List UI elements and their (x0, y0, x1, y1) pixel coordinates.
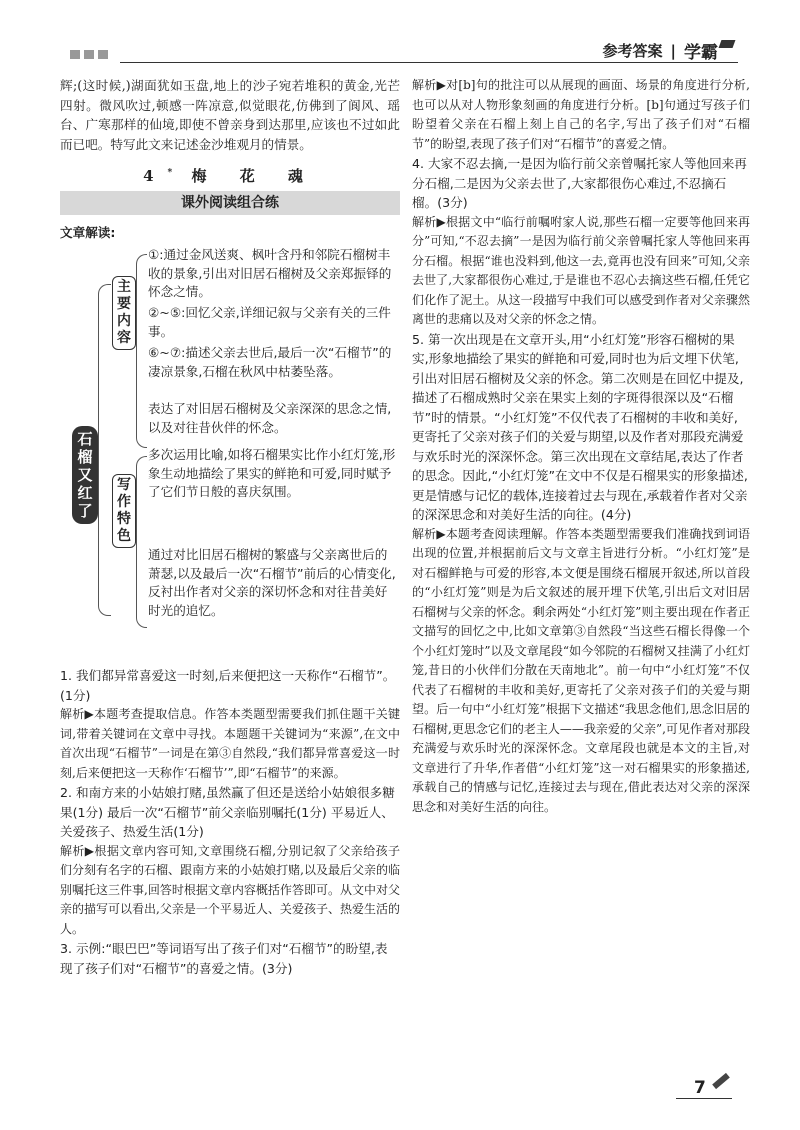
explanation-2: 解析▶根据文章内容可知,文章围绕石榴,分别记叙了父亲给孩子们分刻有名字的石榴、跟南方来的小姑娘打赌,以及最后父亲的临别嘱托这三件事,回答时根据文章内容概括作答即可。从文中对父亲的描写可以看出,父亲是一个平易近人、关爱孩子、热爱生活的人。 (60, 843, 400, 936)
branch-writing-features: 写作特色 (112, 474, 136, 548)
branch-main-content: 主要内容 (112, 276, 136, 350)
mind-leaf-3: ⑥~⑦:描述父亲去世后,最后一次“石榴节”的凄凉景象,石榴在秋风中枯萎坠落。 (148, 345, 392, 379)
header-divider: | (670, 41, 676, 60)
explanation-1: 解析▶本题考查提取信息。作答本类题型需要我们抓住题干关键词,带着关键词在文章中寻找。本题题干关键词为“来源”,在文中首次出现“石榴节”一词是在第③自然段,“我们都异常喜爱这一时刻,后来便把这一天称作‘石榴节’”,即“石榴节”的来源。 (60, 707, 400, 780)
section-title: 梅 花 魂 (191, 167, 317, 185)
answer-5: 5. 第一次出现是在文章开头,用“小红灯笼”形容石榴树的果实,形象地描绘了果实的鲜艳和可爱,同时也为后文埋下伏笔,引出对旧居石榴树及父亲的怀念。第二次则是在回忆中提及,描述了石榴成熟时父亲在果实上刻的字斑得很深以及“石榴节”时的情景。“小红灯笼”不仅代表了石榴树的丰收和美好,更寄托了父亲对孩子们的关爱与期望,以及作者对那段充满爱与欢乐时光的深深怀念。第三次出现在文章结尾,表达了作者的思念。因此,“小红灯笼”在文中不仅是石榴果实的形象描述,更是情感与记忆的载体,连接着过去与现在,承载着作者对父亲的深深思念和对美好生活的向往。(4分) (412, 331, 748, 522)
answer-4: 4. 大家不忍去摘,一是因为临行前父亲曾嘱托家人等他回来再分石榴,二是因为父亲去世了,大家都很伤心难过,不忍摘石榴。(3分) (412, 156, 747, 210)
page-number: 7 (694, 1078, 706, 1098)
mind-leaf-1: ①:通过金风送爽、枫叶含丹和邻院石榴树丰收的景象,引出对旧居石榴树及父亲郑振铎的怀念之情。 (148, 247, 392, 299)
header-title-group (603, 38, 735, 63)
mind-leaf-6: 通过对比旧居石榴树的繁盛与父亲离世后的萧瑟,以及最后一次“石榴节”前后的心情变化,反衬出作者对父亲的深切怀念和对往昔美好时光的追忆。 (148, 547, 396, 618)
branch1-brace (136, 254, 147, 448)
root-brace (98, 284, 111, 616)
mind-leaf-5: 多次运用比喻,如将石榴果实比作小红灯笼,形象生动地描绘了果实的鲜艳和可爱,同时赋予了它们节日般的喜庆氛围。 (148, 447, 396, 499)
answer-3: 3. 示例:“眼巴巴”等词语写出了孩子们对“石榴节”的盼望,表现了孩子们对“石榴节”的喜爱之情。(3分) (60, 941, 388, 976)
mind-map (60, 246, 400, 666)
left-column (60, 76, 400, 978)
section-banner: 课外阅读组合练 (60, 191, 400, 215)
explanation-3: 解析▶对[b]句的批注可以从展现的画面、场景的角度进行分析,也可以从对人物形象刻画的角度进行分析。[b]句通过写孩子们盼望着父亲在石榴上刻上自己的名字,写出了孩子们对“石榴节”的盼望,表现了孩子们对“石榴节”的喜爱之情。 (412, 78, 750, 151)
branch2-brace (136, 456, 147, 628)
graduation-cap-icon (719, 40, 736, 48)
mind-map-root: 石榴又红了 (72, 426, 98, 524)
explanation-4: 解析▶根据文中“临行前嘱咐家人说,那些石榴一定要等他回来再分”可知,“不忍去摘”一是因为临行前父亲曾嘱托家人等他回来再分石榴。根据“谁也没料到,他这一去,竟再也没有回来”可知,父亲去世了,大家都很伤心难过,于是谁也不忍心去摘这些石榴,任凭它们化作了泥土。从这一段描写中我们可以感受到作者对父亲骤然离世的悲痛以及对父亲的怀念之情。 (412, 214, 750, 326)
header-decoration (70, 50, 108, 59)
pencil-icon (712, 1073, 730, 1089)
intro-paragraph: 辉;(这时候,)湖面犹如玉盘,地上的沙子宛若堆积的黄金,光芒四射。微风吹过,顿感一阵凉意,似觉眼花,仿佛到了阆风、瑶台、广寒那样的仙境,即使不曾亲身到达那里,应该也不过如此而已吧。特写此文来记述金沙堆观月的情景。 (60, 78, 400, 152)
footer-rule (676, 1098, 732, 1099)
answer-1: 1. 我们都异常喜爱这一时刻,后来便把这一天称作“石榴节”。(1分) (60, 668, 396, 703)
mind-leaf-2: ②~⑤:回忆父亲,详细记叙与父亲有关的三件事。 (148, 305, 391, 339)
mind-leaf-4: 表达了对旧居石榴树及父亲深深的思念之情,以及对往昔伙伴的怀念。 (148, 401, 392, 435)
header-title: 参考答案 (602, 42, 663, 60)
section-star: * (167, 168, 173, 178)
section-number: 4 (143, 167, 168, 185)
section-heading (60, 164, 400, 187)
right-column (412, 76, 750, 817)
analysis-label: 文章解读: (60, 224, 116, 240)
page-header (0, 0, 800, 70)
explanation-5: 解析▶本题考查阅读理解。作答本类题型需要我们准确找到词语出现的位置,并根据前后文与文章主旨进行分析。“小红灯笼”是对石榴鲜艳与可爱的形容,本文便是围绕石榴展开叙述,所以首段的“小红灯笼”则是为后文叙述的展开埋下伏笔,引出后文对旧居石榴树与父亲的怀念。剩余两处“小红灯笼”则主要出现在作者正文描写的回忆之中,比如文章第③自然段“当这些石榴长得像一个个小红灯笼时”以及文章尾段“如今邻院的石榴树又挂满了小红灯笼,昔日的小伙伴们分散在天南地北”。前一句中“小红灯笼”不仅代表了石榴树的丰收和美好,更寄托了父亲对孩子们的关爱与期望。后一句中“小红灯笼”根据下文描述“我思念他们,思念旧居的石榴树,更思念它们的老主人——我亲爱的父亲”,可见作者对那段充满爱与欢乐时光的深深怀念。文章尾段也就是本文的主旨,对文章进行了升华,作者借“小红灯笼”这一对石榴果实的形象描述,承载自己的情感与记忆,连接过去与现在,借此表达对父亲的深深思念和对美好生活的向往。 (412, 526, 750, 814)
answer-2: 2. 和南方来的小姑娘打赌,虽然赢了但还是送给小姑娘很多糖果(1分) 最后一次“石榴节”前父亲临别嘱托(1分) 平易近人、关爱孩子、热爱生活(1分) (60, 785, 395, 839)
header-brand: 学霸 (684, 43, 718, 63)
